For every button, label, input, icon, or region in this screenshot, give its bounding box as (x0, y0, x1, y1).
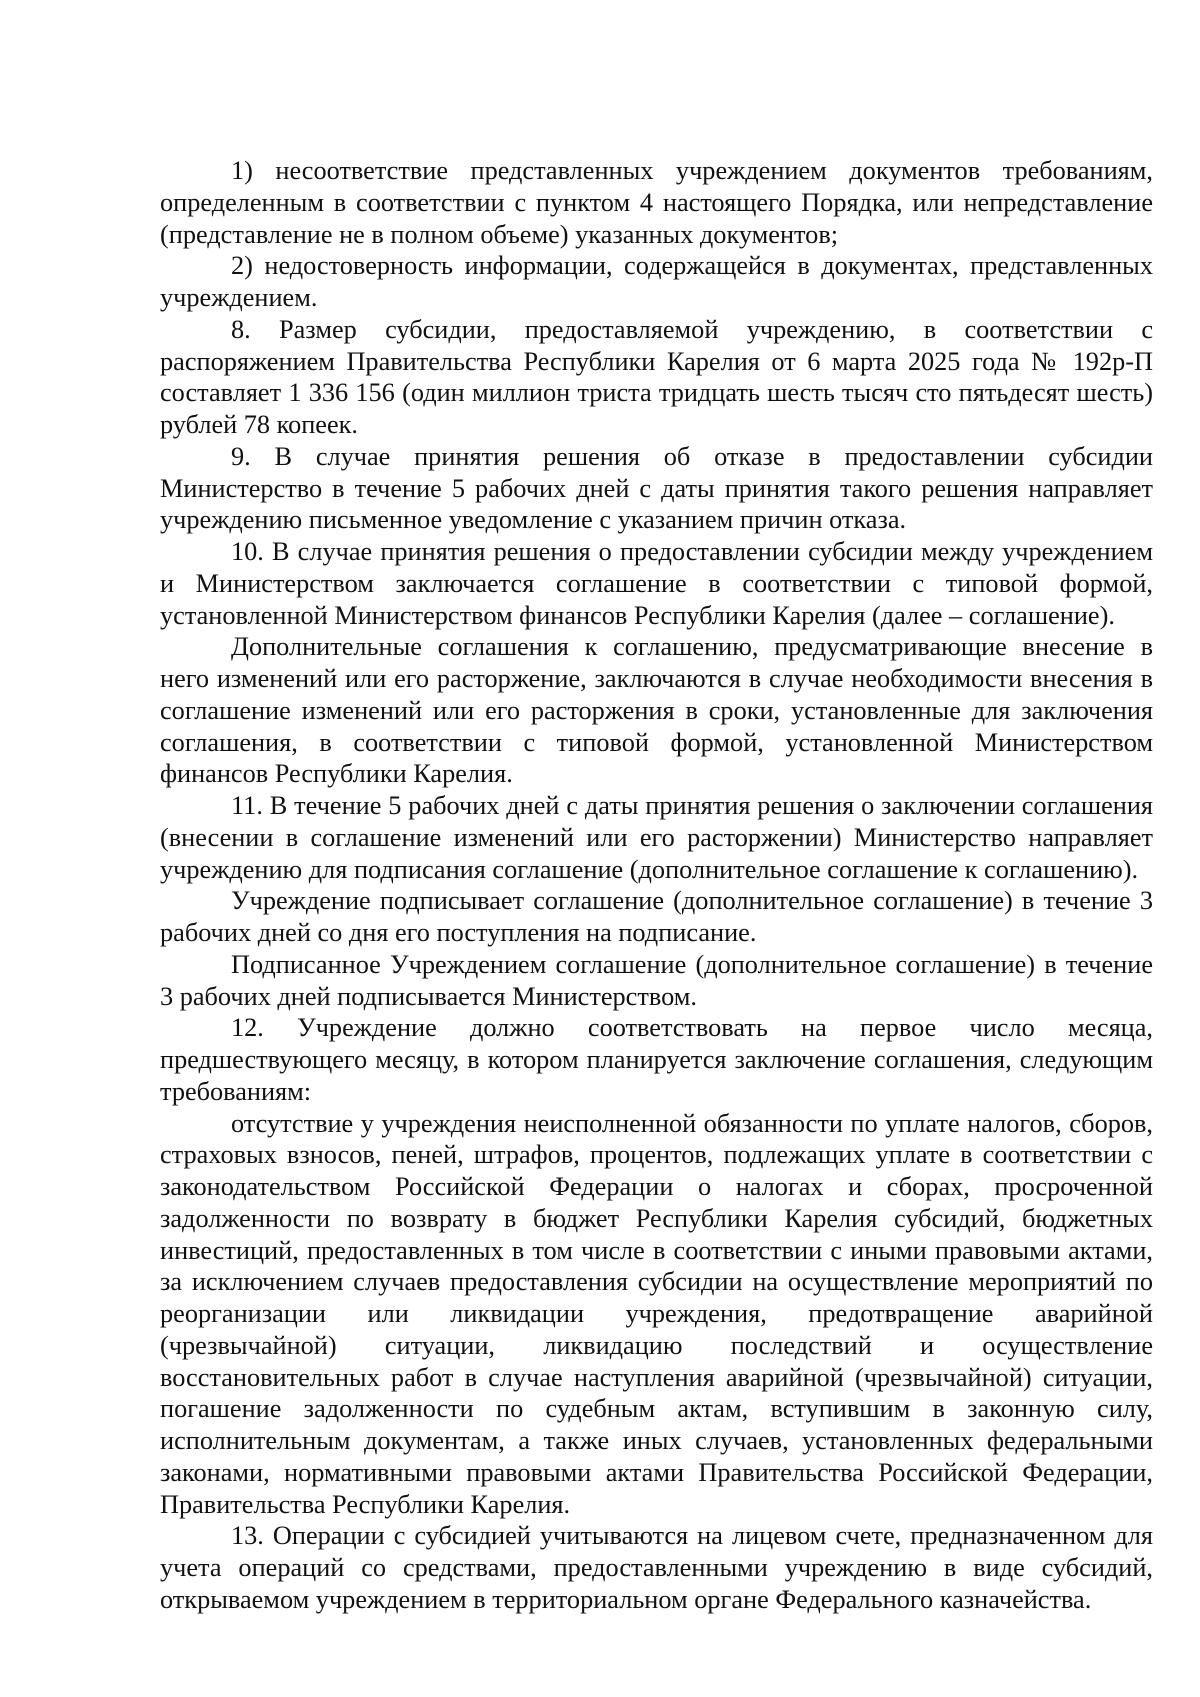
paragraph-item-1: 1) несоответствие представленных учреждением документов требованиям, определенным в соответствии с пунктом 4 настоящего Порядка, или непредставление (представление не в полном объеме) указанных документов; (160, 156, 1153, 249)
paragraph-12-requirement: отсутствие у учреждения неисполненной обязанности по уплате налогов, сборов, страховых взносов, пеней, штрафов, процентов, подлежащих уплате в соответствии с законодательством Российской Федерации о налогах и сборах, просроченной задолженности по возврату в бюджет Республики Карелия субсидий, бюджетных инвестиций, предоставленных в том числе в соответствии с иными правовыми актами, за исключением случаев предоставления субсидии на осуществление мероприятий по реорганизации или ликвидации учреждения, предотвращение аварийной (чрезвычайной) ситуации, ликвидацию последствий и осуществление восстановительных работ в случае наступления аварийной (чрезвычайной) ситуации, погашение задолженности по судебным актам, вступившим в законную силу, исполнительным документам, а также иных случаев, установленных федеральными законами, нормативными правовыми актами Правительства Российской Федерации, Правительства Республики Карелия. (160, 1108, 1153, 1519)
paragraph-12: 12. Учреждение должно соответствовать на первое число месяца, предшествующего месяцу, в котором планируется заключение соглашения, следующим требованиям: (160, 1013, 1153, 1106)
paragraph-11: 11. В течение 5 рабочих дней с даты принятия решения о заключении соглашения (внесении в соглашение изменений или его расторжении) Министерство направляет учреждению для подписания соглашение (дополнительное соглашение к соглашению). (160, 791, 1153, 884)
paragraph-13: 13. Операции с субсидией учитываются на лицевом счете, предназначенном для учета операций со средствами, предоставленными учреждению в виде субсидий, открываемом учреждением в территориальном органе Федерального казначейства. (160, 1521, 1153, 1614)
paragraph-11-signing: Учреждение подписывает соглашение (дополнительное соглашение) в течение 3 рабочих дней со дня его поступления на подписание. (160, 886, 1153, 947)
paragraph-item-2: 2) недостоверность информации, содержащейся в документах, представленных учреждением. (160, 251, 1153, 312)
paragraph-10: 10. В случае принятия решения о предоставлении субсидии между учреждением и Министерством заключается соглашение в соответствии с типовой формой, установленной Министерством финансов Республики Карелия (далее – соглашение). (160, 537, 1153, 630)
paragraph-9: 9. В случае принятия решения об отказе в предоставлении субсидии Министерство в течение 5 рабочих дней с даты принятия такого решения направляет учреждению письменное уведомление с указанием причин отказа. (160, 441, 1153, 535)
paragraph-8: 8. Размер субсидии, предоставляемой учреждению, в соответствии с распоряжением Правительства Республики Карелия от 6 марта 2025 года № 192р-П составляет 1 336 156 (один миллион триста тридцать шесть тысяч сто пятьдесят шесть) рублей 78 копеек. (160, 314, 1153, 439)
paragraph-11-ministry-signing: Подписанное Учреждением соглашение (дополнительное соглашение) в течение 3 рабочих дней подписывается Министерством. (160, 949, 1153, 1011)
paragraph-10-additional-agreements: Дополнительные соглашения к соглашению, предусматривающие внесение в него изменений или его расторжение, заключаются в случае необходимости внесения в соглашение изменений или его расторжения в сроки, установленные для заключения соглашения, в соответствии с типовой формой, установленной Министерством финансов Республики Карелия. (160, 632, 1153, 789)
document-body (160, 155, 1153, 1616)
